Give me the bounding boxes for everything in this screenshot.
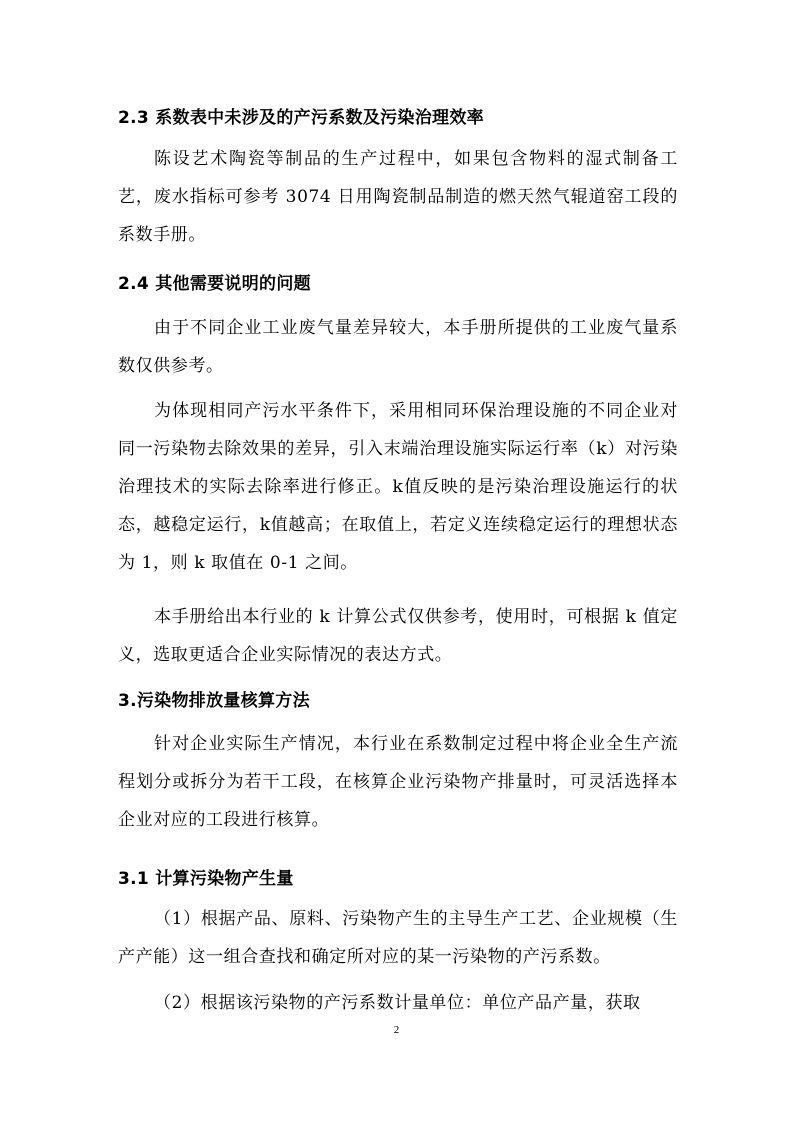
section-2-4-paragraph-2: 为体现相同产污水平条件下，采用相同环保治理设施的不同企业对同一污染物去除效果的差异，引入末端治理设施实际运行率（k）对污染治理技术的实际去除率进行修正。k值反映的是污染治理设施运行的状态，越稳定运行，k值越高；在取值上，若定义连续稳定运行的理想状态为 1，则 k 取值在 0-1 之间。 (118, 401, 678, 573)
section-2-4-paragraph-3: 本手册给出本行业的 k 计算公式仅供参考，使用时，可根据 k 值定义，选取更适合企业实际情况的表达方式。 (118, 607, 678, 665)
section-3-1-paragraph-1: （1）根据产品、原料、污染物产生的主导生产工艺、企业规模（生产产能）这一组合查找和确定所对应的某一污染物的产污系数。 (118, 909, 678, 967)
section-3-1-heading: 3.1 计算污染物产生量 (118, 869, 294, 889)
page-number: 2 (393, 1024, 400, 1036)
section-2-3-heading: 2.3 系数表中未涉及的产污系数及污染治理效率 (118, 108, 484, 128)
section-2-4-heading: 2.4 其他需要说明的问题 (118, 274, 311, 294)
section-3-paragraph-1: 针对企业实际生产情况，本行业在系数制定过程中将企业全生产流程划分或拆分为若干工段，在核算企业污染物产排量时，可灵活选择本企业对应的工段进行核算。 (118, 734, 678, 830)
section-2-3-paragraph-1: 陈设艺术陶瓷等制品的生产过程中，如果包含物料的湿式制备工艺，废水指标可参考 3074 日用陶瓷制品制造的燃天然气辊道窑工段的系数手册。 (118, 149, 678, 245)
section-3-heading: 3.污染物排放量核算方法 (118, 691, 310, 711)
section-2-4-paragraph-1: 由于不同企业工业废气量差异较大，本手册所提供的工业废气量系数仅供参考。 (118, 318, 678, 376)
section-3-1-paragraph-2: （2）根据该污染物的产污系数计量单位：单位产品产量，获取 (154, 993, 641, 1013)
